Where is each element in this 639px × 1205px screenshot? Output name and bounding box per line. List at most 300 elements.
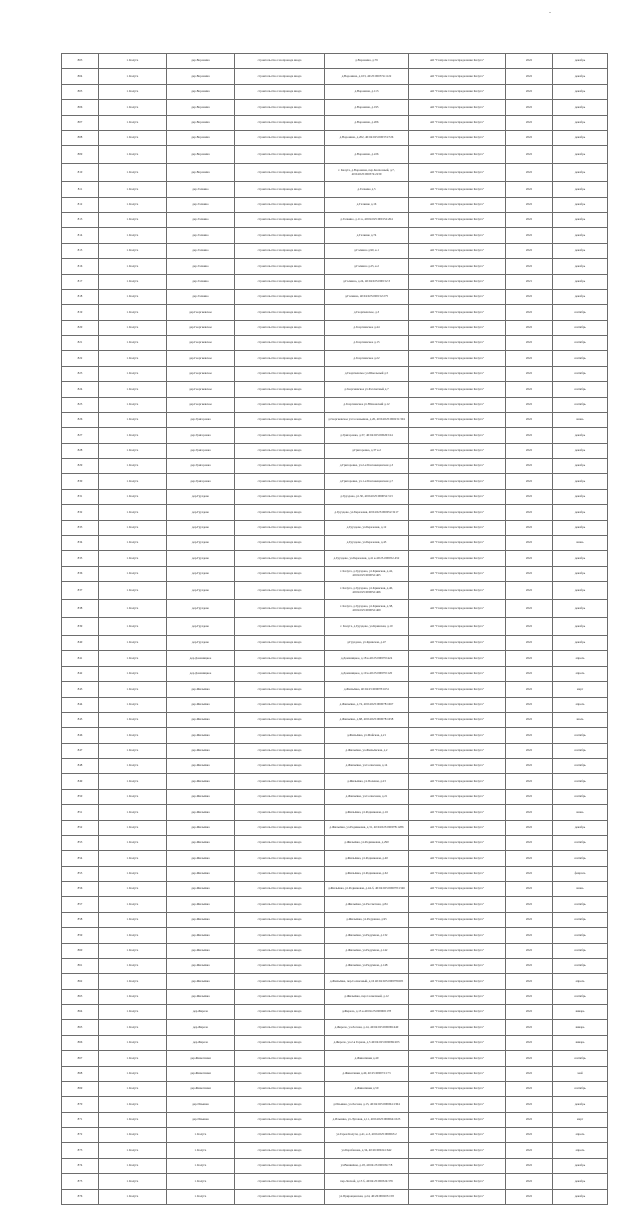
address-cell: д.Воронина, д.226	[325, 146, 409, 164]
locality-cell: дер.Григоровка	[167, 428, 235, 443]
organization-cell: АО "Газпром газораспределение Калуга"	[409, 243, 506, 258]
month-cell: декабрь	[553, 636, 608, 651]
organization-cell: АО "Газпром газораспределение Калуга"	[409, 182, 506, 197]
address-cell: д.Жильёвка, ул.Родниковая, д.62	[325, 866, 409, 881]
row-number: 824	[62, 382, 99, 397]
locality-cell: г. Калуга	[167, 1143, 235, 1158]
year-cell: 2022	[506, 943, 553, 958]
address-cell: г. Калуга, д.Воронина, пер.Колхозный, д.7, 40:04:025:000374:2239	[325, 164, 409, 182]
year-cell: 2022	[506, 551, 553, 566]
address-cell: д.Георгиевское д.44	[325, 320, 409, 335]
row-number: 804	[62, 69, 99, 84]
row-number: 848	[62, 759, 99, 774]
address-cell: пер.Лесной, д.13 б, 40:04:25:000324:376	[325, 1174, 409, 1189]
month-cell: март	[553, 682, 608, 697]
row-number: 861	[62, 958, 99, 973]
address-cell: ул.Вишнёвая, д.18, 40:04:25:000184:7/8	[325, 1158, 409, 1173]
organization-cell: АО "Газпром газораспределение Калуга"	[409, 1020, 506, 1035]
organization-cell: АО "Газпром газораспределение Калуга"	[409, 228, 506, 243]
city-cell: г. Калуга	[99, 289, 167, 304]
row-number: 843	[62, 682, 99, 697]
locality-cell: дер.Воронина	[167, 130, 235, 145]
table-row	[62, 1081, 608, 1096]
address-cell: д.Воронина, д.113	[325, 84, 409, 99]
work-type-cell: строительство газопровода ввода	[235, 197, 325, 212]
address-cell: д.Жильёвка, д.68, 40:04:025:000078:1658	[325, 712, 409, 727]
work-type-cell: строительство газопровода ввода	[235, 366, 325, 381]
locality-cell: дер.Воронина	[167, 146, 235, 164]
work-type-cell: строительство газопровода ввода	[235, 274, 325, 289]
locality-cell: дер.Воронина	[167, 84, 235, 99]
table-row	[62, 835, 608, 850]
month-cell: декабрь	[553, 84, 608, 99]
locality-cell: дер.Груздово	[167, 582, 235, 600]
work-type-cell: строительство газопровода ввода	[235, 428, 325, 443]
row-number: 870	[62, 1097, 99, 1112]
work-type-cell: строительство газопровода ввода	[235, 759, 325, 774]
address-cell: д.Жильёвка, 40:04:25:000078:1651	[325, 682, 409, 697]
work-type-cell: строительство газопровода ввода	[235, 805, 325, 820]
address-cell: г. Калуга, д.Груздово, ул.Кривская, д.10	[325, 618, 409, 636]
row-number: 864	[62, 1005, 99, 1020]
city-cell: г. Калуга	[99, 274, 167, 289]
organization-cell: АО "Газпром газораспределение Калуга"	[409, 274, 506, 289]
gas-connections-table	[61, 53, 608, 1205]
city-cell: г. Калуга	[99, 1051, 167, 1066]
city-cell: г. Калуга	[99, 882, 167, 897]
organization-cell: АО "Газпром газораспределение Калуга"	[409, 197, 506, 212]
locality-cell: г. Калуга	[167, 1189, 235, 1204]
organization-cell: АО "Газпром газораспределение Калуга"	[409, 1189, 506, 1204]
work-type-cell: строительство газопровода ввода	[235, 697, 325, 712]
city-cell: г. Калуга	[99, 366, 167, 381]
address-cell: д.Жильёвка, ул.Жильёвская, д.2	[325, 743, 409, 758]
organization-cell: АО "Газпром газораспределение Калуга"	[409, 489, 506, 504]
row-number: 826	[62, 412, 99, 427]
organization-cell: АО "Газпром газораспределение Калуга"	[409, 958, 506, 973]
work-type-cell: строительство газопровода ввода	[235, 1143, 325, 1158]
organization-cell: АО "Газпром газораспределение Калуга"	[409, 820, 506, 835]
work-type-cell: строительство газопровода ввода	[235, 259, 325, 274]
table-row	[62, 600, 608, 618]
row-number: 876	[62, 1189, 99, 1204]
year-cell: 2022	[506, 912, 553, 927]
locality-cell: г. Калуга	[167, 1158, 235, 1173]
locality-cell: дер.Жильёвка	[167, 682, 235, 697]
address-cell: д.Воронина, д.206	[325, 115, 409, 130]
locality-cell: дер.Жильёвка	[167, 974, 235, 989]
table-row	[62, 197, 608, 212]
table-row	[62, 54, 608, 69]
address-cell: д.Жильёвка, пер.Солнечный, д.16 40:04:025:000078:605	[325, 974, 409, 989]
address-cell: д.Георгиевское д.22	[325, 351, 409, 366]
city-cell: г. Калуга	[99, 682, 167, 697]
table-row	[62, 728, 608, 743]
row-number: 821	[62, 336, 99, 351]
year-cell: 2022	[506, 213, 553, 228]
year-cell: 2022	[506, 1128, 553, 1143]
row-number: 820	[62, 320, 99, 335]
row-number: 810	[62, 164, 99, 182]
locality-cell: дер.Жильёвка	[167, 866, 235, 881]
address-cell: г. Калуга, д.Груздово, ул.Кривская, д.42, 40:04:025:000052:465	[325, 566, 409, 581]
city-cell: г. Калуга	[99, 866, 167, 881]
year-cell: 2022	[506, 682, 553, 697]
locality-cell: дер.Груздово	[167, 551, 235, 566]
work-type-cell: строительство газопровода ввода	[235, 130, 325, 145]
address-cell: д.Воронина, д.103, 40:25:000374:1122	[325, 69, 409, 84]
city-cell: г. Калуга	[99, 197, 167, 212]
row-number: 873	[62, 1143, 99, 1158]
month-cell: январь	[553, 1005, 608, 1020]
month-cell: сентябрь	[553, 835, 608, 850]
address-cell: д.Георгиевское ул.Рассветный д.7	[325, 382, 409, 397]
city-cell: г. Калуга	[99, 351, 167, 366]
row-number: 829	[62, 459, 99, 474]
city-cell: г. Калуга	[99, 618, 167, 636]
organization-cell: АО "Газпром газораспределение Калуга"	[409, 712, 506, 727]
locality-cell: дер.Григоровка	[167, 412, 235, 427]
work-type-cell: строительство газопровода ввода	[235, 618, 325, 636]
row-number: 809	[62, 146, 99, 164]
month-cell: апрель	[553, 651, 608, 666]
table-row	[62, 636, 608, 651]
address-cell: д.Жильёвка, ул.Солнечная, д.21	[325, 789, 409, 804]
year-cell: 2022	[506, 84, 553, 99]
organization-cell: АО "Газпром газораспределение Калуга"	[409, 651, 506, 666]
table-row	[62, 320, 608, 335]
locality-cell: г. Калуга	[167, 1174, 235, 1189]
year-cell: 2022	[506, 1066, 553, 1081]
year-cell: 2022	[506, 228, 553, 243]
city-cell: г. Калуга	[99, 1035, 167, 1050]
locality-cell: дер.Жильёвка	[167, 928, 235, 943]
year-cell: 2022	[506, 958, 553, 973]
table-row	[62, 243, 608, 258]
organization-cell: АО "Газпром газораспределение Калуга"	[409, 728, 506, 743]
row-number: 817	[62, 274, 99, 289]
work-type-cell: строительство газопровода ввода	[235, 228, 325, 243]
month-cell: сентябрь	[553, 382, 608, 397]
locality-cell: дер.Груздово	[167, 566, 235, 581]
organization-cell: АО "Газпром газораспределение Калуга"	[409, 115, 506, 130]
row-number: 837	[62, 582, 99, 600]
organization-cell: АО "Газпром газораспределение Калуга"	[409, 336, 506, 351]
work-type-cell: строительство газопровода ввода	[235, 897, 325, 912]
address-cell: д.Животинки д.40, 40:25:000072:173	[325, 1066, 409, 1081]
row-number: 875	[62, 1174, 99, 1189]
address-cell: д.Жильёвка, ул.Радужная, д.95	[325, 912, 409, 927]
month-cell: апрель	[553, 1128, 608, 1143]
city-cell: г. Калуга	[99, 789, 167, 804]
year-cell: 2022	[506, 1189, 553, 1204]
locality-cell: дер.Галкино	[167, 259, 235, 274]
organization-cell: АО "Газпром газораспределение Калуга"	[409, 54, 506, 69]
table-row	[62, 69, 608, 84]
corner-mark: -	[549, 10, 551, 16]
row-number: 846	[62, 728, 99, 743]
locality-cell: дер.Воронина	[167, 164, 235, 182]
address-cell: д.Галкино, д.24, 40:04:025:000152:3	[325, 274, 409, 289]
city-cell: г. Калуга	[99, 54, 167, 69]
locality-cell: дер.Григоровка	[167, 459, 235, 474]
table-row	[62, 1020, 608, 1035]
organization-cell: АО "Газпром газораспределение Калуга"	[409, 759, 506, 774]
month-cell: сентябрь	[553, 397, 608, 412]
work-type-cell: строительство газопровода ввода	[235, 928, 325, 943]
locality-cell: дер.Животинки	[167, 1051, 235, 1066]
table-row	[62, 382, 608, 397]
table-row	[62, 1174, 608, 1189]
organization-cell: АО "Газпром газораспределение Калуга"	[409, 320, 506, 335]
city-cell: г. Калуга	[99, 1158, 167, 1173]
table-row	[62, 1158, 608, 1173]
organization-cell: АО "Газпром газораспределение Калуга"	[409, 366, 506, 381]
work-type-cell: строительство газопровода ввода	[235, 835, 325, 850]
work-type-cell: строительство газопровода ввода	[235, 1174, 325, 1189]
address-cell: д.Воронина, д.79	[325, 54, 409, 69]
year-cell: 2022	[506, 743, 553, 758]
year-cell: 2022	[506, 489, 553, 504]
organization-cell: АО "Газпром газораспределение Калуга"	[409, 682, 506, 697]
city-cell: г. Калуга	[99, 697, 167, 712]
month-cell: декабрь	[553, 274, 608, 289]
row-number: 866	[62, 1035, 99, 1050]
year-cell: 2022	[506, 666, 553, 681]
organization-cell: АО "Газпром газораспределение Калуга"	[409, 535, 506, 550]
table-row	[62, 651, 608, 666]
month-cell: декабрь	[553, 1189, 608, 1204]
month-cell: январь	[553, 1035, 608, 1050]
year-cell: 2022	[506, 69, 553, 84]
city-cell: г. Калуга	[99, 505, 167, 520]
locality-cell: дер.Жильёвка	[167, 728, 235, 743]
city-cell: г. Калуга	[99, 243, 167, 258]
month-cell: декабрь	[553, 820, 608, 835]
year-cell: 2022	[506, 974, 553, 989]
city-cell: г. Калуга	[99, 805, 167, 820]
year-cell: 2022	[506, 428, 553, 443]
address-cell: ул.Героя Калуги, д.41, к.3, 40:04:025:000063:2	[325, 1128, 409, 1143]
city-cell: г. Калуга	[99, 1066, 167, 1081]
row-number: 874	[62, 1158, 99, 1173]
work-type-cell: строительство газопровода ввода	[235, 505, 325, 520]
work-type-cell: строительство газопровода ввода	[235, 289, 325, 304]
work-type-cell: строительство газопровода ввода	[235, 600, 325, 618]
work-type-cell: строительство газопровода ввода	[235, 520, 325, 535]
city-cell: г. Калуга	[99, 1097, 167, 1112]
locality-cell: дер.Галкино	[167, 228, 235, 243]
locality-cell: дер.Воронина	[167, 69, 235, 84]
row-number: 822	[62, 351, 99, 366]
locality-cell: дер.Воронина	[167, 54, 235, 69]
work-type-cell: строительство газопровода ввода	[235, 382, 325, 397]
month-cell: декабрь	[553, 566, 608, 581]
work-type-cell: строительство газопровода ввода	[235, 712, 325, 727]
address-cell: д.Жильёвка, ул.Родниковая, д.290	[325, 835, 409, 850]
table-row	[62, 505, 608, 520]
city-cell: г. Калуга	[99, 743, 167, 758]
month-cell: декабрь	[553, 520, 608, 535]
table-row	[62, 412, 608, 427]
work-type-cell: строительство газопровода ввода	[235, 100, 325, 115]
row-number: 868	[62, 1066, 99, 1081]
address-cell: д.Григоровка, д.37 к.2	[325, 443, 409, 458]
locality-cell: дер.Ильинка	[167, 1112, 235, 1127]
city-cell: г. Калуга	[99, 1020, 167, 1035]
city-cell: г. Калуга	[99, 566, 167, 581]
row-number: 865	[62, 1020, 99, 1035]
address-cell: д.Груздово, ул.Березовая, д.12	[325, 520, 409, 535]
row-number: 851	[62, 805, 99, 820]
row-number: 807	[62, 115, 99, 130]
locality-cell: дер.Жильёвка	[167, 743, 235, 758]
address-cell: ул.Барабанова, д.34, 40:26:000241:642	[325, 1143, 409, 1158]
city-cell: г. Калуга	[99, 835, 167, 850]
organization-cell: АО "Газпром газораспределение Калуга"	[409, 882, 506, 897]
city-cell: г. Калуга	[99, 164, 167, 182]
table-row	[62, 1189, 608, 1204]
locality-cell: дер.Груздово	[167, 489, 235, 504]
work-type-cell: строительство газопровода ввода	[235, 1158, 325, 1173]
city-cell: г. Калуга	[99, 897, 167, 912]
organization-cell: АО "Газпром газораспределение Калуга"	[409, 412, 506, 427]
year-cell: 2022	[506, 1005, 553, 1020]
address-cell: д.Галкино, д.11 к, 40:04:025:000152:264	[325, 213, 409, 228]
year-cell: 2022	[506, 882, 553, 897]
city-cell: г. Калуга	[99, 582, 167, 600]
work-type-cell: строительство газопровода ввода	[235, 115, 325, 130]
year-cell: 2022	[506, 600, 553, 618]
work-type-cell: строительство газопровода ввода	[235, 566, 325, 581]
row-number: 853	[62, 835, 99, 850]
city-cell: г. Калуга	[99, 651, 167, 666]
row-number: 862	[62, 974, 99, 989]
month-cell: сентябрь	[553, 897, 608, 912]
year-cell: 2022	[506, 412, 553, 427]
address-cell: д.Ильинка, ул.Лесная, д.15, 40:04:025:000064:1364	[325, 1097, 409, 1112]
table-row	[62, 582, 608, 600]
locality-cell: дер.Жильёвка	[167, 712, 235, 727]
city-cell: г. Калуга	[99, 974, 167, 989]
city-cell: г. Калуга	[99, 397, 167, 412]
row-number: 839	[62, 618, 99, 636]
table-row	[62, 305, 608, 320]
city-cell: г. Калуга	[99, 728, 167, 743]
organization-cell: АО "Газпром газораспределение Калуга"	[409, 1112, 506, 1127]
table-row	[62, 259, 608, 274]
organization-cell: АО "Газпром газораспределение Калуга"	[409, 289, 506, 304]
month-cell: апрель	[553, 697, 608, 712]
month-cell: сентябрь	[553, 943, 608, 958]
row-number: 814	[62, 228, 99, 243]
locality-cell: дер.Григоровка	[167, 474, 235, 489]
address-cell: д.Жерело, д.13 к.40:04:25:000069:178	[325, 1005, 409, 1020]
year-cell: 2022	[506, 305, 553, 320]
table-row	[62, 397, 608, 412]
row-number: 838	[62, 600, 99, 618]
year-cell: 2022	[506, 459, 553, 474]
table-row	[62, 1066, 608, 1081]
locality-cell: дер.Жерело	[167, 1005, 235, 1020]
address-cell: д.Галкино д.5	[325, 182, 409, 197]
address-cell: д.Галкино д.74	[325, 228, 409, 243]
locality-cell: дер.Жильёвка	[167, 835, 235, 850]
table-row	[62, 164, 608, 182]
row-number: 847	[62, 743, 99, 758]
year-cell: 2022	[506, 1035, 553, 1050]
locality-cell: дер.Груздово	[167, 636, 235, 651]
city-cell: г. Калуга	[99, 305, 167, 320]
year-cell: 2022	[506, 897, 553, 912]
organization-cell: АО "Газпром газораспределение Калуга"	[409, 428, 506, 443]
address-cell: д.Жильёвка, ул.Солнечная, д.14	[325, 759, 409, 774]
city-cell: г. Калуга	[99, 1081, 167, 1096]
work-type-cell: строительство газопровода ввода	[235, 489, 325, 504]
table-row	[62, 851, 608, 866]
month-cell: декабрь	[553, 259, 608, 274]
city-cell: г. Калуга	[99, 712, 167, 727]
table-row	[62, 820, 608, 835]
city-cell: г. Калуга	[99, 336, 167, 351]
row-number: 819	[62, 305, 99, 320]
locality-cell: дер.Жильёвка	[167, 958, 235, 973]
year-cell: 2022	[506, 789, 553, 804]
table-row	[62, 459, 608, 474]
locality-cell: дер.Жильёвка	[167, 882, 235, 897]
organization-cell: АО "Газпром газораспределение Калуга"	[409, 84, 506, 99]
city-cell: г. Калуга	[99, 600, 167, 618]
address-cell: д.Жильёвка, ул.Майская, д.21	[325, 728, 409, 743]
organization-cell: АО "Газпром газораспределение Калуга"	[409, 1051, 506, 1066]
table-row	[62, 1097, 608, 1112]
work-type-cell: строительство газопровода ввода	[235, 789, 325, 804]
row-number: 836	[62, 566, 99, 581]
year-cell: 2022	[506, 805, 553, 820]
month-cell: декабрь	[553, 228, 608, 243]
row-number: 860	[62, 943, 99, 958]
table-row	[62, 366, 608, 381]
work-type-cell: строительство газопровода ввода	[235, 1035, 325, 1050]
organization-cell: АО "Газпром газораспределение Калуга"	[409, 805, 506, 820]
city-cell: г. Калуга	[99, 228, 167, 243]
month-cell: декабрь	[553, 69, 608, 84]
year-cell: 2022	[506, 651, 553, 666]
work-type-cell: строительство газопровода ввода	[235, 1005, 325, 1020]
organization-cell: АО "Газпром газораспределение Калуга"	[409, 1035, 506, 1050]
table-row	[62, 1051, 608, 1066]
locality-cell: дер.Георгиевское	[167, 382, 235, 397]
table-row	[62, 618, 608, 636]
month-cell: декабрь	[553, 146, 608, 164]
address-cell: д.Воронина, д.202, 40:04:025:000374:726	[325, 130, 409, 145]
month-cell: декабрь	[553, 582, 608, 600]
year-cell: 2022	[506, 697, 553, 712]
locality-cell: дер.Георгиевское	[167, 336, 235, 351]
work-type-cell: строительство газопровода ввода	[235, 320, 325, 335]
row-number: 830	[62, 474, 99, 489]
table-row	[62, 213, 608, 228]
month-cell: декабрь	[553, 618, 608, 636]
table-row	[62, 428, 608, 443]
address-cell: д.Жильёвка, пер.Солнечный, д.12	[325, 989, 409, 1004]
locality-cell: дер.Жильёвка	[167, 912, 235, 927]
month-cell: декабрь	[553, 1097, 608, 1112]
row-number: 850	[62, 789, 99, 804]
year-cell: 2021	[506, 274, 553, 289]
work-type-cell: строительство газопровода ввода	[235, 820, 325, 835]
address-cell: д.Георгиевское ул.Юхновский д.12	[325, 397, 409, 412]
